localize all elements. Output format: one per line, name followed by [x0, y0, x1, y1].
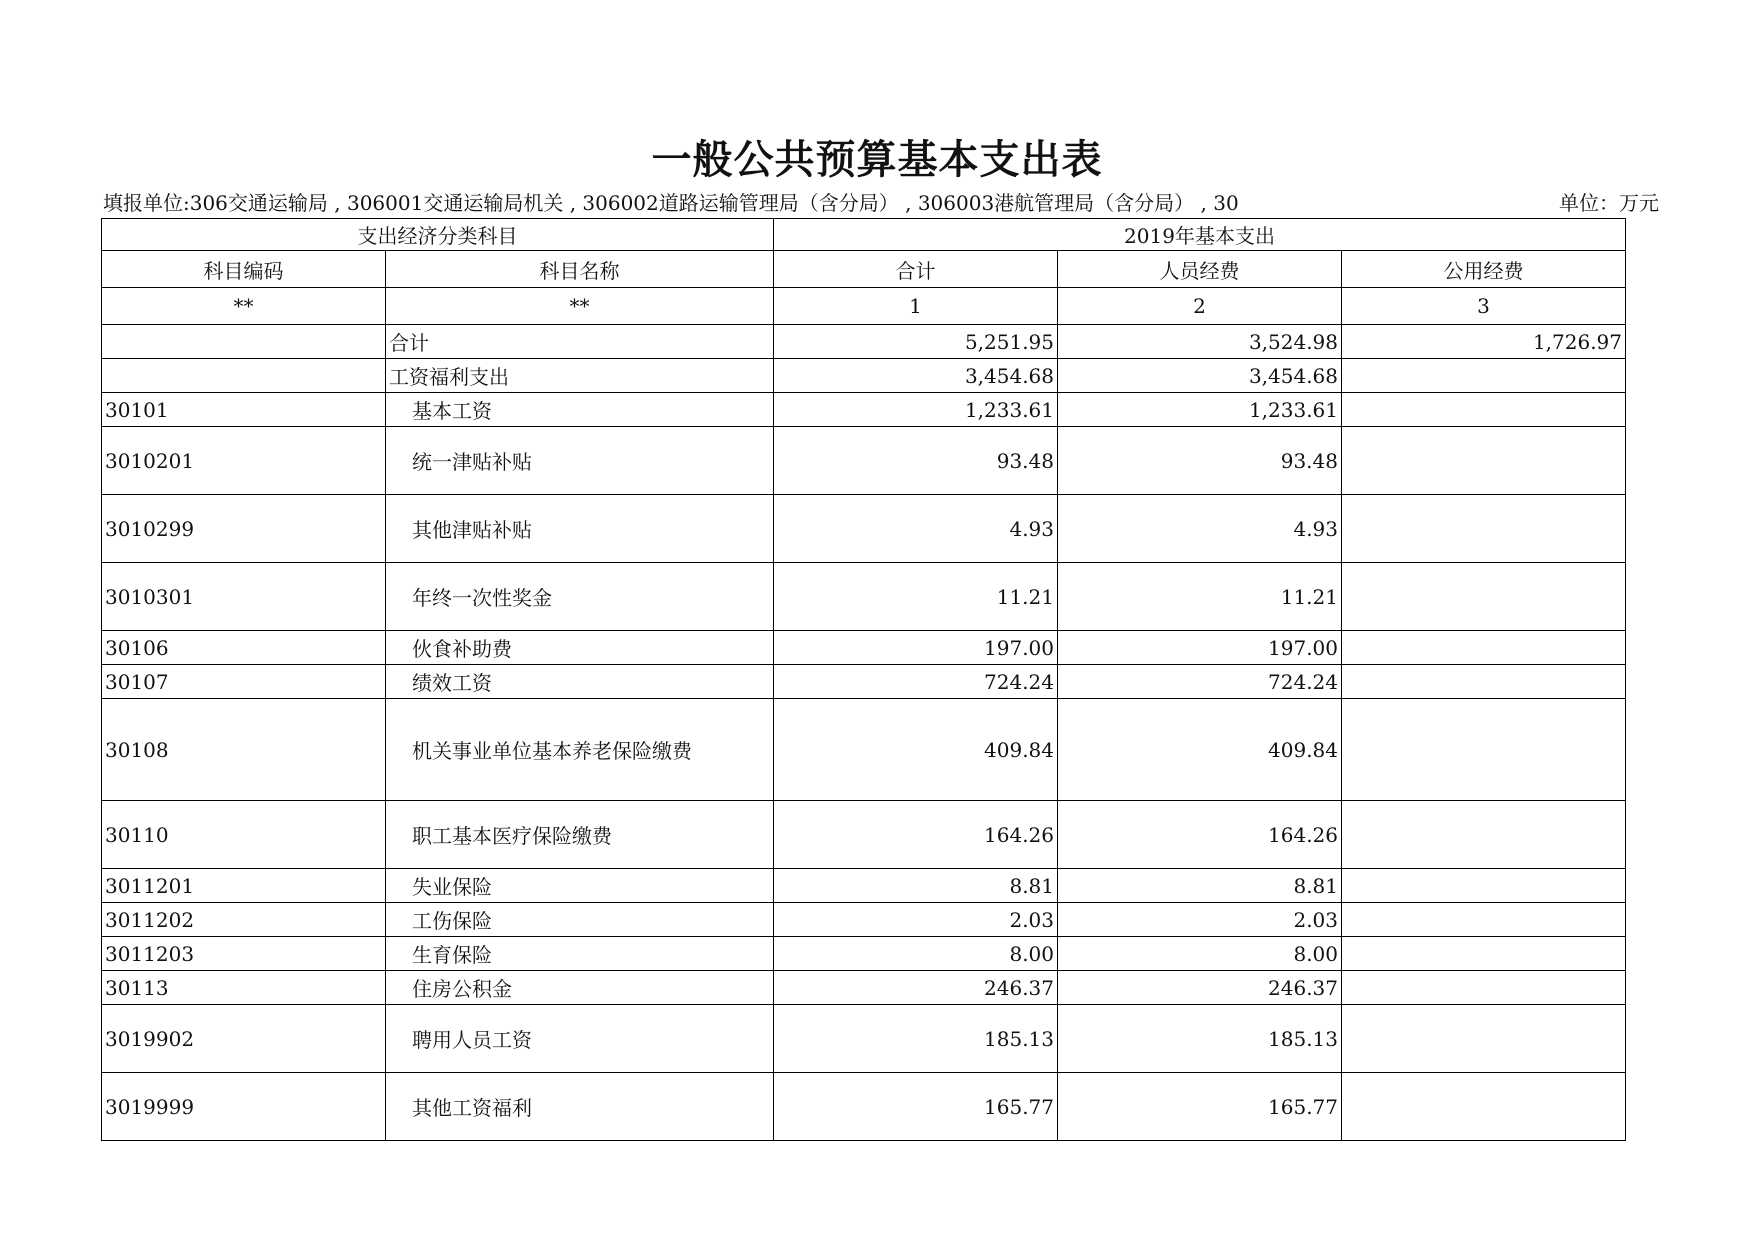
row-personnel: 1,233.61 [1058, 393, 1342, 427]
row-public: 1,726.97 [1342, 325, 1626, 359]
row-name: 职工基本医疗保险缴费 [386, 801, 774, 869]
row-name: 年终一次性奖金 [386, 563, 774, 631]
table-row [102, 631, 1626, 665]
table-row [102, 325, 1626, 359]
row-public [1342, 1005, 1626, 1073]
row-public [1342, 937, 1626, 971]
column-header-total: 合计 [774, 251, 1058, 288]
table-header [102, 219, 1626, 325]
table-row [102, 869, 1626, 903]
table-row [102, 971, 1626, 1005]
row-total: 409.84 [774, 699, 1058, 801]
row-code: 3011201 [102, 869, 386, 903]
row-personnel: 93.48 [1058, 427, 1342, 495]
header-group-classification: 支出经济分类科目 [102, 219, 774, 251]
row-name: 生育保险 [386, 937, 774, 971]
row-code: 30110 [102, 801, 386, 869]
row-name: 机关事业单位基本养老保险缴费 [386, 699, 774, 801]
row-total: 11.21 [774, 563, 1058, 631]
row-personnel: 246.37 [1058, 971, 1342, 1005]
row-personnel: 11.21 [1058, 563, 1342, 631]
row-name: 基本工资 [386, 393, 774, 427]
row-public [1342, 1073, 1626, 1141]
row-public [1342, 359, 1626, 393]
row-total: 3,454.68 [774, 359, 1058, 393]
row-total: 8.81 [774, 869, 1058, 903]
row-public [1342, 869, 1626, 903]
reporting-unit: 填报单位:306交通运输局 , 306001交通运输局机关 , 306002道路运输管理局（含分局） , 306003港航管理局（含分局） , 30 [103, 191, 1239, 215]
row-public [1342, 427, 1626, 495]
row-personnel: 4.93 [1058, 495, 1342, 563]
row-public [1342, 699, 1626, 801]
row-public [1342, 495, 1626, 563]
row-personnel: 724.24 [1058, 665, 1342, 699]
column-header-name: 科目名称 [386, 251, 774, 288]
row-total: 8.00 [774, 937, 1058, 971]
table-row [102, 359, 1626, 393]
row-total: 2.03 [774, 903, 1058, 937]
row-personnel: 8.00 [1058, 937, 1342, 971]
table-row [102, 1005, 1626, 1073]
row-personnel: 2.03 [1058, 903, 1342, 937]
row-name: 工资福利支出 [386, 359, 774, 393]
table-body [102, 325, 1626, 1141]
page-title: 一般公共预算基本支出表 [651, 137, 1103, 183]
row-total: 246.37 [774, 971, 1058, 1005]
row-total: 164.26 [774, 801, 1058, 869]
row-total: 1,233.61 [774, 393, 1058, 427]
row-code: 30113 [102, 971, 386, 1005]
row-name: 失业保险 [386, 869, 774, 903]
table-row [102, 495, 1626, 563]
row-name: 住房公积金 [386, 971, 774, 1005]
row-name: 伙食补助费 [386, 631, 774, 665]
index-code: ** [102, 288, 386, 325]
row-personnel: 164.26 [1058, 801, 1342, 869]
table-row [102, 665, 1626, 699]
row-total: 185.13 [774, 1005, 1058, 1073]
row-code: 3011202 [102, 903, 386, 937]
row-code [102, 359, 386, 393]
table-row [102, 427, 1626, 495]
row-personnel: 3,524.98 [1058, 325, 1342, 359]
table-row [102, 699, 1626, 801]
column-header-code: 科目编码 [102, 251, 386, 288]
row-name: 绩效工资 [386, 665, 774, 699]
index-personnel: 2 [1058, 288, 1342, 325]
row-code: 3010299 [102, 495, 386, 563]
index-name: ** [386, 288, 774, 325]
row-total: 4.93 [774, 495, 1058, 563]
row-name: 聘用人员工资 [386, 1005, 774, 1073]
row-code: 30101 [102, 393, 386, 427]
row-personnel: 8.81 [1058, 869, 1342, 903]
row-public [1342, 903, 1626, 937]
row-personnel: 197.00 [1058, 631, 1342, 665]
row-public [1342, 563, 1626, 631]
row-personnel: 185.13 [1058, 1005, 1342, 1073]
table-row [102, 903, 1626, 937]
row-name: 合计 [386, 325, 774, 359]
row-total: 165.77 [774, 1073, 1058, 1141]
table-row [102, 393, 1626, 427]
row-public [1342, 971, 1626, 1005]
row-name: 工伤保险 [386, 903, 774, 937]
row-personnel: 409.84 [1058, 699, 1342, 801]
header-group-year: 2019年基本支出 [774, 219, 1626, 251]
row-code [102, 325, 386, 359]
row-code: 30107 [102, 665, 386, 699]
row-total: 724.24 [774, 665, 1058, 699]
row-total: 197.00 [774, 631, 1058, 665]
row-name: 其他津贴补贴 [386, 495, 774, 563]
column-header-public: 公用经费 [1342, 251, 1626, 288]
row-total: 5,251.95 [774, 325, 1058, 359]
budget-table [101, 218, 1626, 1141]
column-header-personnel: 人员经费 [1058, 251, 1342, 288]
row-code: 3010301 [102, 563, 386, 631]
row-code: 30106 [102, 631, 386, 665]
row-public [1342, 631, 1626, 665]
row-code: 3019902 [102, 1005, 386, 1073]
row-personnel: 3,454.68 [1058, 359, 1342, 393]
table-row [102, 937, 1626, 971]
row-code: 30108 [102, 699, 386, 801]
row-code: 3011203 [102, 937, 386, 971]
row-total: 93.48 [774, 427, 1058, 495]
currency-unit: 单位：万元 [1559, 191, 1659, 215]
row-public [1342, 665, 1626, 699]
row-code: 3010201 [102, 427, 386, 495]
row-personnel: 165.77 [1058, 1073, 1342, 1141]
table-row [102, 563, 1626, 631]
index-total: 1 [774, 288, 1058, 325]
index-public: 3 [1342, 288, 1626, 325]
row-name: 统一津贴补贴 [386, 427, 774, 495]
table-row [102, 801, 1626, 869]
row-name: 其他工资福利 [386, 1073, 774, 1141]
row-code: 3019999 [102, 1073, 386, 1141]
row-public [1342, 393, 1626, 427]
table-row [102, 1073, 1626, 1141]
row-public [1342, 801, 1626, 869]
